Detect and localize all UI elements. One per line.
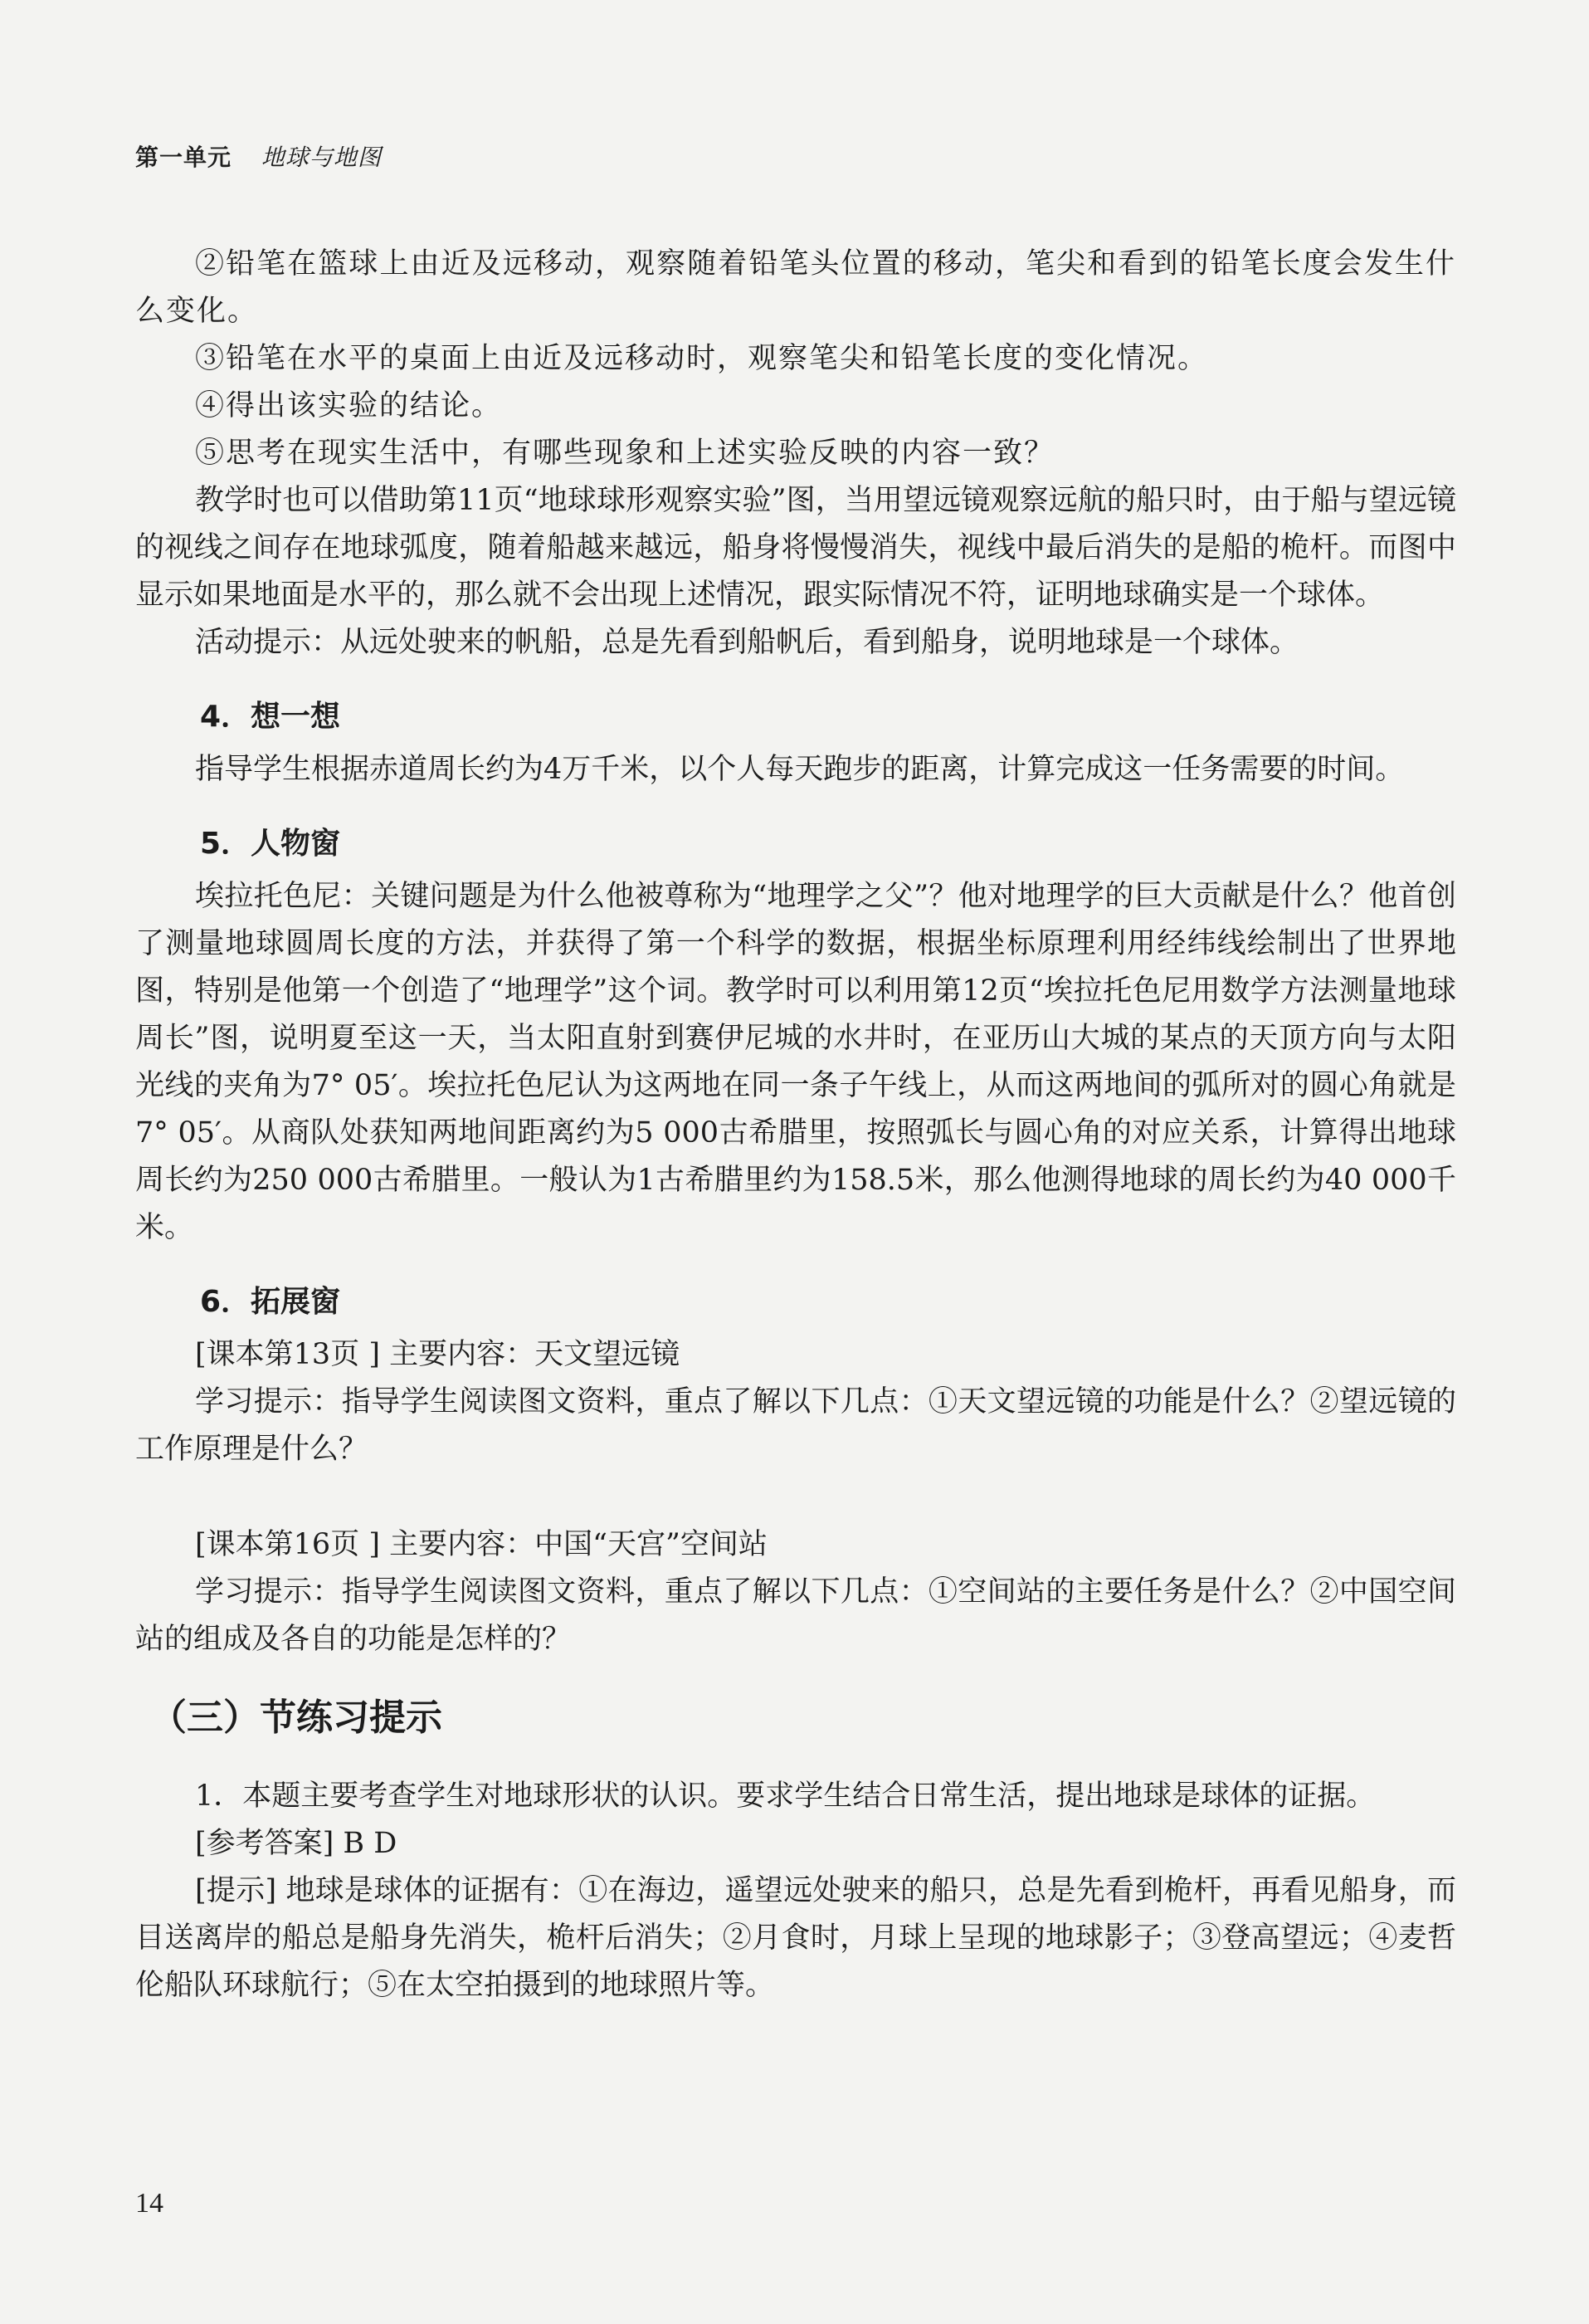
spacer	[135, 1663, 1456, 1685]
paragraph: 指导学生根据赤道周长约为4万千米，以个人每天跑步的距离，计算完成这一任务需要的时间。	[195, 753, 1405, 786]
spacer	[135, 1751, 1456, 1773]
spacer	[135, 666, 1456, 688]
part-heading: （三）节练习提示	[150, 1697, 442, 1739]
spacer	[135, 1252, 1456, 1273]
page-header	[135, 139, 382, 173]
section-heading: 4．想一想	[200, 700, 341, 734]
paragraph: [课本第13页 ] 主要内容：天文望远镜	[195, 1338, 680, 1371]
paragraph: ⑤思考在现实生活中，有哪些现象和上述实验反映的内容一致？	[195, 437, 1055, 470]
paragraph: 学习提示：指导学生阅读图文资料，重点了解以下几点：①天文望远镜的功能是什么？②望远镜的工作原理是什么？	[135, 1385, 1456, 1466]
paragraph: ④得出该实验的结论。	[195, 389, 503, 422]
unit-title: 地球与地图	[261, 144, 382, 171]
paragraph: [提示] 地球是球体的证据有：①在海边，遥望远处驶来的船只，总是先看到桅杆，再看见船身，而目送离岸的船总是船身先消失，桅杆后消失；②月食时，月球上呈现的地球影子；③登高望远；④麦哲伦船队环球航行；⑤在太空拍摄到的地球照片等。	[135, 1874, 1456, 2002]
section-heading: 6．拓展窗	[200, 1285, 341, 1319]
paragraph: 教学时也可以借助第11页“地球球形观察实验”图，当用望远镜观察远航的船只时，由于船与望远镜的视线之间存在地球弧度，随着船越来越远，船身将慢慢消失，视线中最后消失的是船的桅杆。而图中显示如果地面是水平的，那么就不会出现上述情况，跟实际情况不符，证明地球确实是一个球体。	[135, 484, 1456, 612]
paragraph: 学习提示：指导学生阅读图文资料，重点了解以下几点：①空间站的主要任务是什么？②中国空间站的组成及各自的功能是怎样的？	[135, 1575, 1456, 1656]
unit-label: 第一单元	[135, 144, 232, 171]
paragraph: [课本第16页 ] 主要内容：中国“天宫”空间站	[195, 1528, 768, 1561]
paragraph: ③铅笔在水平的桌面上由近及远移动时，观察笔尖和铅笔长度的变化情况。	[195, 342, 1209, 375]
spacer	[135, 1473, 1456, 1521]
spacer	[135, 793, 1456, 815]
paragraph: ②铅笔在篮球上由近及远移动，观察随着铅笔头位置的移动，笔尖和看到的铅笔长度会发生什么变化。	[135, 247, 1456, 328]
paragraph: 1．本题主要考查学生对地球形状的认识。要求学生结合日常生活，提出地球是球体的证据。	[195, 1780, 1376, 1813]
page-content	[135, 241, 1456, 2009]
paragraph: [参考答案] B D	[195, 1827, 397, 1860]
page-number: 14	[135, 2188, 163, 2219]
section-heading: 5．人物窗	[200, 827, 341, 861]
paragraph: 埃拉托色尼：关键问题是为什么他被尊称为“地理学之父”？他对地理学的巨大贡献是什么？他首创了测量地球圆周长度的方法，并获得了第一个科学的数据，根据坐标原理利用经纬线绘制出了世界地图，特别是他第一个创造了“地理学”这个词。教学时可以利用第12页“埃拉托色尼用数学方法测量地球周长”图，说明夏至这一天，当太阳直射到赛伊尼城的水井时，在亚历山大城的某点的天顶方向与太阳光线的夹角为7° 05′。埃拉托色尼认为这两地在同一条子午线上，从而这两地间的弧所对的圆心角就是7° 05′。从商队处获知两地间距离约为5 000古希腊里，按照弧长与圆心角的对应关系，计算得出地球周长约为250 000古希腊里。一般认为1古希腊里约为158.5米，那么他测得地球的周长约为40 000千米。	[135, 880, 1456, 1244]
paragraph: 活动提示：从远处驶来的帆船，总是先看到船帆后，看到船身，说明地球是一个球体。	[195, 626, 1299, 659]
